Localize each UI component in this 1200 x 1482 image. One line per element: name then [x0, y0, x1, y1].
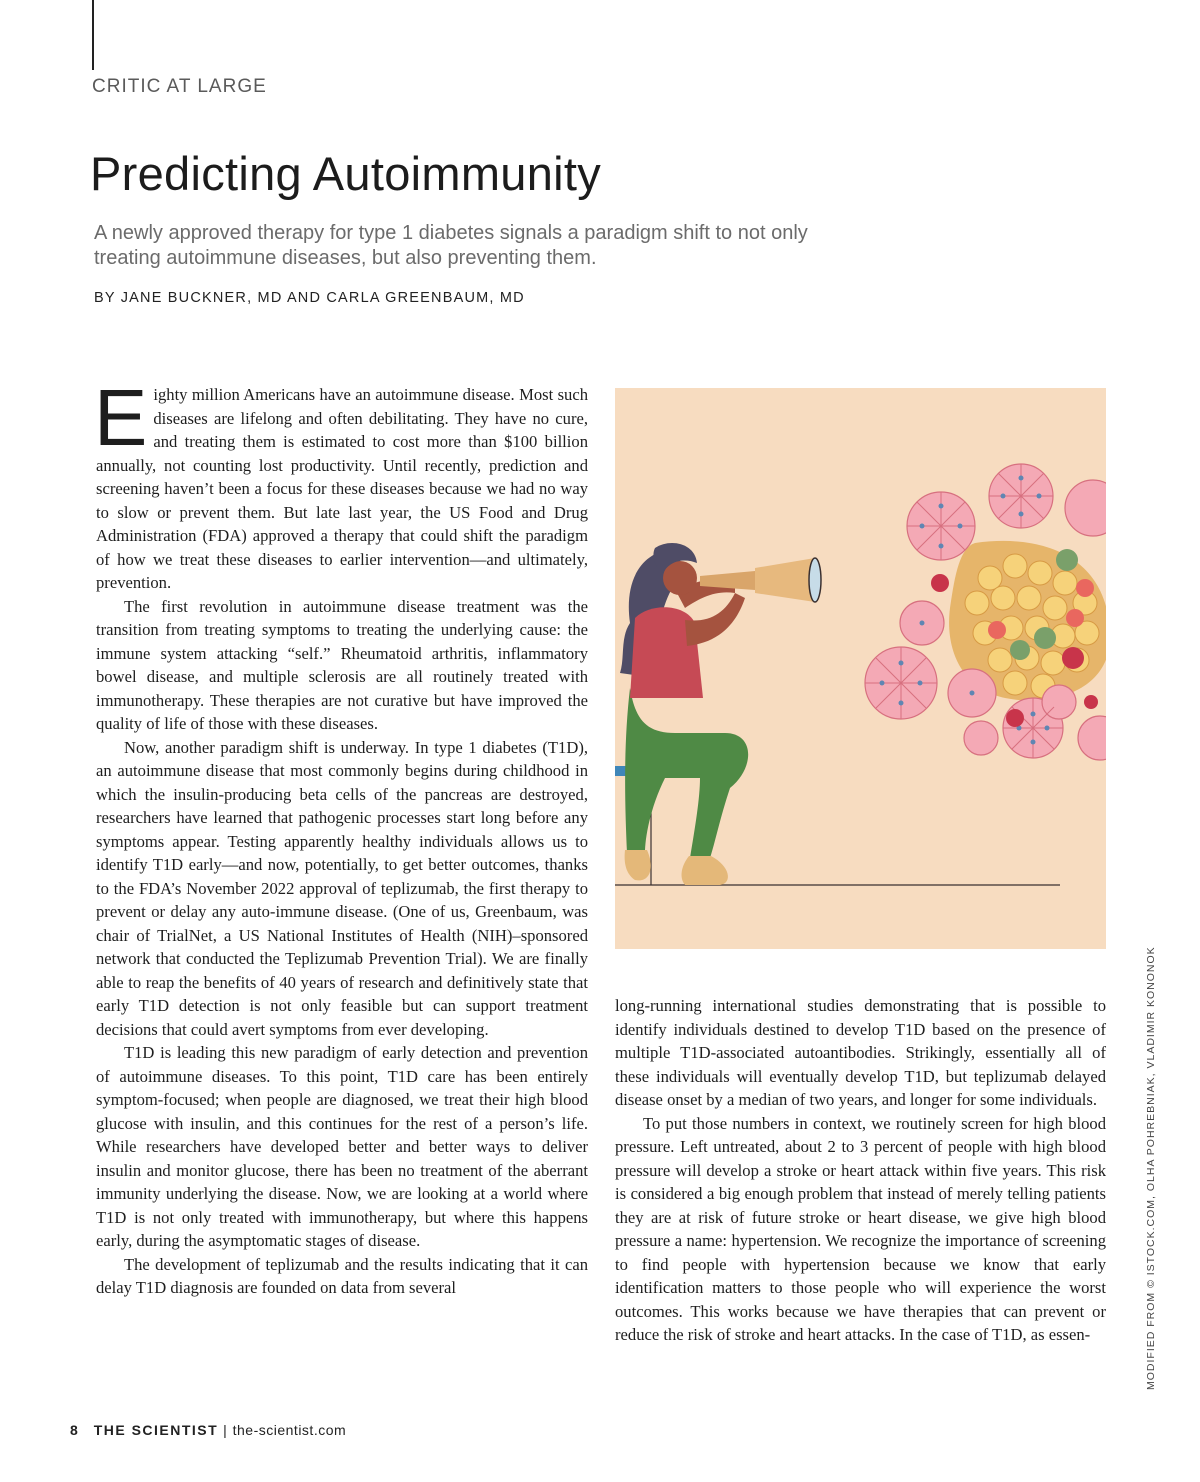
footer-separator: |: [223, 1422, 228, 1438]
page-number: 8: [70, 1422, 79, 1438]
paragraph-5: The development of teplizumab and the results indicating that it can delay T1D diagnosis are founded on data from several: [96, 1254, 588, 1297]
article-dek: A newly approved therapy for type 1 diabetes signals a paradigm shift to not only treating autoimmune diseases, but also preventing them.: [94, 222, 808, 269]
page-footer: [70, 1422, 346, 1438]
publication-url: the-scientist.com: [232, 1422, 347, 1438]
illustration-telescope-woman-cells: [615, 388, 1106, 949]
article-illustration: [615, 388, 1106, 949]
paragraph-3: Now, another paradigm shift is underway. In type 1 diabetes (T1D), an autoimmune disease that most commonly begins during childhood in which the insulin-producing beta cells of the pancreas are destroyed, researchers have learned that pathogenic processes start long before any symptoms appear. Testing apparently healthy individuals allows us to identify T1D early—and now, potentially, to get better outcomes, thanks to the FDA’s November 2022 approval of teplizumab, the first therapy to prevent or delay any auto-immune disease. (One of us, Greenbaum, was chair of TrialNet, a US National Institutes of Health (NIH)–sponsored network that conducted the Teplizumab Prevention Trial). We are finally able to reap the benefits of 40 years of research and definitively state that early T1D detection is not only feasible but can support treatment decisions that could avert symptoms from ever developing.: [96, 737, 588, 1039]
drop-cap: E: [94, 373, 148, 462]
publication-name: THE SCIENTIST: [93, 1422, 219, 1438]
paragraph-6: long-running international studies demonstrating that is possible to identify individuals destined to develop T1D based on the presence of multiple T1D-associated autoantibodies. Strikingly, essentially all of these individuals will eventually develop T1D, but teplizumab delayed disease onset by a median of two years, and longer for some individuals.: [615, 996, 1106, 1109]
article-headline: Predicting Autoimmunity: [90, 147, 602, 200]
body-column-left: [94, 373, 588, 1300]
body-column-right: [615, 994, 1106, 1347]
paragraph-7: To put those numbers in context, we routinely screen for high blood pressure. Left untreated, about 2 to 3 percent of people with high blood pressure will develop a stroke or heart attack within five years. This risk is considered a big enough problem that instead of merely telling patients they are at risk of future stroke or heart disease, we give high blood pressure a name: hypertension. We recognize the importance of screening to find people with hypertension because we know that early identification matters to those people who will experience the worst outcomes. This works because we have therapies that can prevent or reduce the risk of stroke and heart attacks. In the case of T1D, as essen-: [615, 1113, 1106, 1344]
paragraph-1: Eighty million Americans have an autoimmune disease. Most such diseases are lifelong and often debilitating. They have no cure, and treating them is estimated to cost more than $100 billion annually, not counting lost productivity. Until recently, prediction and screening haven’t been a focus for these diseases because we had no way to slow or prevent them. But late last year, the US Food and Drug Administration (FDA) approved a therapy that could shift the paradigm of how we treat these diseases to earlier intervention—and ultimately, prevention.: [94, 373, 588, 592]
image-credit: MODIFIED FROM © ISTOCK.COM, OLHA POHREBNIAK, VLADIMIR KONONOK: [1145, 946, 1157, 1390]
section-label: CRITIC AT LARGE: [92, 76, 267, 97]
top-rule: [92, 0, 94, 70]
article-byline: BY JANE BUCKNER, MD AND CARLA GREENBAUM, MD: [94, 290, 525, 306]
paragraph-4: T1D is leading this new paradigm of early detection and prevention of autoimmune diseases. To this point, T1D care has been entirely symptom-focused; when people are diagnosed, we treat their high blood glucose with insulin, and this continues for the rest of a person’s life. While researchers have developed better and better ways to deliver insulin and monitor glucose, there has been no treatment of the aberrant immunity underlying the disease. Now, we are looking at a world where T1D is not only treated with immunotherapy, but where this happens early, during the asymptomatic stages of disease.: [96, 1043, 588, 1250]
paragraph-2: The first revolution in autoimmune disease treatment was the transition from treating symptoms to treating the underlying cause: the immune system attacking “self.” Rheumatoid arthritis, inflammatory bowel disease, and multiple sclerosis are all routinely treated with immunotherapy. These therapies are not curative but have improved the quality of life of those with these diseases.: [96, 596, 588, 733]
